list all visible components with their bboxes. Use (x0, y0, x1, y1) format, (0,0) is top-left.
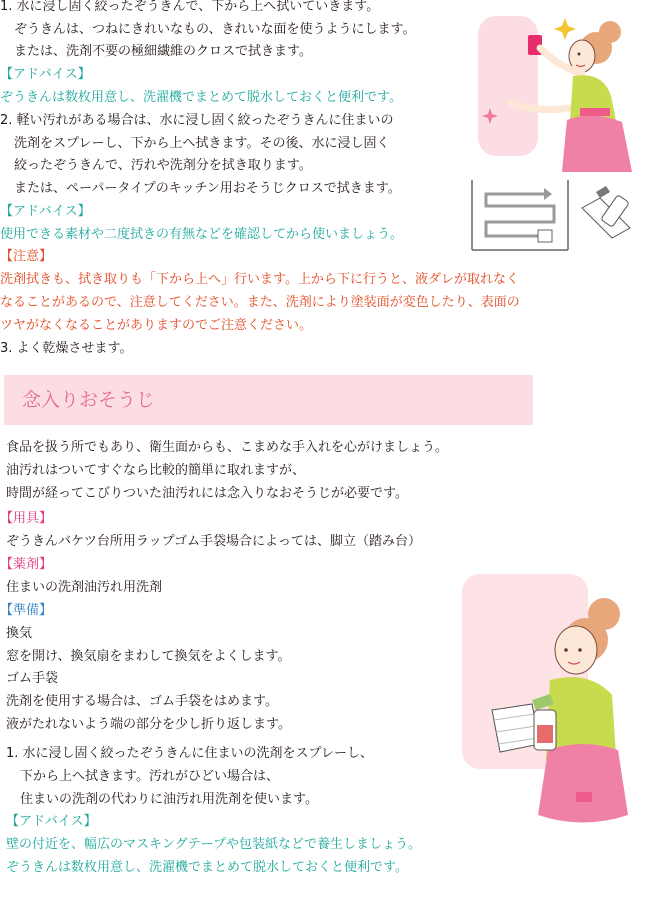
caution-line2: なることがあるので、注意してください。また、洗剤により塗装面が変色したり、表面の (0, 295, 520, 310)
caution-line3: ツヤがなくなることがありますのでご注意ください。 (0, 318, 313, 333)
section-banner (4, 375, 533, 425)
chem-text: 住まいの洗剤油汚れ用洗剤 (6, 580, 163, 595)
s2-advice-line2: ぞうきんは数枚用意し、洗濯機でまとめて脱水しておくと便利です。 (6, 860, 408, 875)
s2-step1-line2: 下から上へ拭きます。汚れがひどい場合は、 (20, 769, 279, 784)
advice1-text: ぞうきんは数枚用意し、洗濯機でまとめて脱水しておくと便利です。 (0, 90, 402, 105)
prep-line2: 窓を開け、換気扇をまわして換気をよくします。 (6, 649, 291, 664)
intro-line3: 時間が経ってこびりついた油汚れには念入りなおそうじが必要です。 (6, 486, 408, 501)
s2-advice-line1: 壁の付近を、幅広のマスキングテープや包装紙などで養生しましょう。 (6, 837, 421, 852)
step2-line3: 絞ったぞうきんで、汚れや洗剤分を拭き取ります。 (14, 158, 312, 173)
advice1-label: 【アドバイス】 (0, 67, 91, 82)
intro-line1: 食品を扱う所でもあり、衛生面からも、こまめな手入れを心がけましょう。 (6, 440, 449, 455)
step2-line4: または、ペーパータイプのキッチン用おそうじクロスで拭きます。 (14, 181, 401, 196)
step1-line3: または、洗剤不要の極細繊維のクロスで拭きます。 (14, 44, 312, 59)
s2-step1-line1: 1. 水に浸し固く絞ったぞうきんに住まいの洗剤をスプレーし、 (6, 746, 374, 761)
s2-step1-line3: 住まいの洗剤の代わりに油汚れ用洗剤を使います。 (20, 792, 318, 807)
step2-line1: 2. 軽い汚れがある場合は、水に浸し固く絞ったぞうきんに住まいの (0, 113, 394, 128)
step3-line: 3. よく乾燥させます。 (0, 341, 133, 356)
tools-label: 【用具】 (0, 511, 53, 526)
step1-line1: 1. 水に浸し固く絞ったぞうきんで、下から上へ拭いていきます。 (0, 0, 380, 14)
step1-line2: ぞうきんは、つねにきれいなもの、きれいな面を使うようにします。 (14, 22, 416, 37)
woman-spraying-cloth-illustration (458, 570, 647, 845)
intro-line2: 油汚れはついてすぐなら比較的簡単に取れますが、 (6, 463, 306, 478)
chem-label: 【薬剤】 (0, 557, 53, 572)
caution-line1: 洗剤拭きも、拭き取りも「下から上へ」行います。上から下に行うと、液ダレが取れなく (0, 272, 519, 287)
prep-line5: 液がたれないよう端の部分を少し折り返します。 (6, 717, 291, 732)
spray-bottle-icon (582, 186, 630, 238)
prep-line4: 洗剤を使用する場合は、ゴム手袋をはめます。 (6, 694, 278, 709)
wipe-direction-diagram-icon (470, 178, 647, 254)
s2-advice-label: 【アドバイス】 (6, 814, 97, 829)
section-title: 念入りおそうじ (22, 389, 156, 411)
advice2-text: 使用できる素材や二度拭きの有無などを確認してから使いましょう。 (0, 227, 404, 242)
advice2-label: 【アドバイス】 (0, 204, 91, 219)
prep-label: 【準備】 (0, 603, 53, 618)
prep-line1: 換気 (6, 626, 33, 641)
step2-line2: 洗剤をスプレーし、下から上へ拭きます。その後、水に浸し固く (14, 136, 390, 151)
prep-line3: ゴム手袋 (6, 671, 59, 686)
woman-wiping-wall-illustration (470, 8, 647, 180)
caution-label: 【注意】 (0, 249, 53, 264)
tools-text: ぞうきんバケツ台所用ラップゴム手袋場合によっては、脚立（踏み台） (6, 534, 421, 549)
